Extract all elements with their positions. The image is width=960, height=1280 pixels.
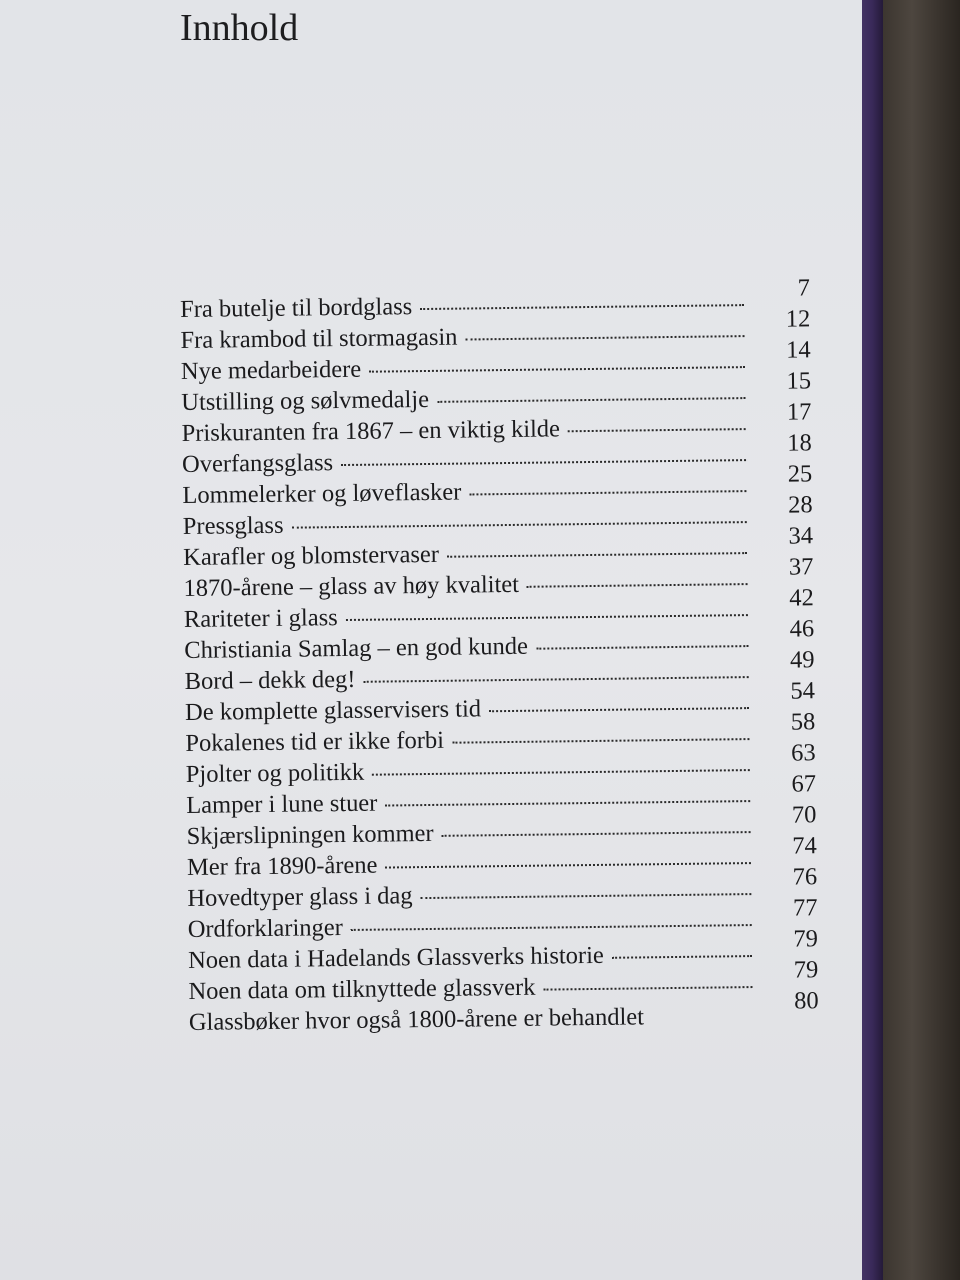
toc-entry-label: Bord – dekk deg! xyxy=(184,665,356,695)
toc-entry-page-number: 15 xyxy=(786,367,812,395)
toc-entry-label: De komplette glasservisers tid xyxy=(184,695,482,726)
toc-entry-page-number: 46 xyxy=(789,615,815,643)
toc-entry-label: 1870-årene – glass av høy kvalitet xyxy=(183,570,520,602)
toc-entry-page-number: 77 xyxy=(792,894,818,922)
toc-entry-label: Lommelerker og løveflasker xyxy=(182,478,462,509)
table-of-contents xyxy=(180,274,819,1040)
page-title: Innhold xyxy=(180,7,299,49)
toc-entry-label: Pokalenes tid er ikke forbi xyxy=(185,726,445,757)
toc-entry-label: Hovedtyper glass i dag xyxy=(187,882,413,912)
toc-entry-label: Ordforklaringer xyxy=(187,914,344,943)
toc-entry-label: Skjærslipningen kommer xyxy=(186,819,434,850)
toc-entry-page-number: 79 xyxy=(793,956,819,984)
toc-entry-page-number: 17 xyxy=(786,398,812,426)
toc-entry-page-number: 63 xyxy=(790,739,816,767)
toc-entry-page-number: 37 xyxy=(788,553,814,581)
dot-leader xyxy=(369,366,745,373)
toc-entry-label: Glassbøker hvor også 1800-årene er behandlet xyxy=(188,1003,645,1036)
toc-entry-page-number: 42 xyxy=(789,584,814,612)
dot-leader xyxy=(612,955,752,959)
toc-entry-label: Pjolter og politikk xyxy=(185,758,365,788)
toc-entry-page-number: 70 xyxy=(791,801,817,829)
background-surface xyxy=(880,0,960,1280)
dot-leader xyxy=(364,676,749,683)
dot-leader xyxy=(469,490,746,495)
toc-entry-page-number: 18 xyxy=(787,429,813,457)
dot-leader xyxy=(442,831,751,837)
toc-entry-page-number: 7 xyxy=(797,274,811,302)
toc-entry-label: Karafler og blomstervaser xyxy=(183,540,440,571)
dot-leader xyxy=(452,738,749,744)
toc-entry-page-number: 67 xyxy=(791,770,817,798)
toc-entry-page-number: 12 xyxy=(785,305,811,333)
toc-entry-page-number: 58 xyxy=(790,708,816,736)
toc-entry-page-number: 74 xyxy=(792,832,817,860)
toc-entry-page-number: 79 xyxy=(793,925,819,953)
toc-entry-label: Nye medarbeidere xyxy=(180,355,362,385)
toc-entry-label: Fra krambod til stormagasin xyxy=(180,323,458,354)
toc-entry-label: Rariteter i glass xyxy=(183,604,338,633)
dot-leader xyxy=(543,986,752,991)
toc-entry-page-number: 54 xyxy=(790,677,816,705)
dot-leader xyxy=(652,1019,753,1020)
toc-entry-label: Christiania Samlag – en god kunde xyxy=(184,632,529,664)
toc-entry-page-number: 76 xyxy=(792,863,818,891)
toc-entry-page-number: 34 xyxy=(788,522,814,550)
toc-entry-page-number: 49 xyxy=(789,646,815,674)
toc-entry-label: Noen data om tilknyttede glassverk xyxy=(188,973,536,1005)
dot-leader xyxy=(420,304,744,310)
toc-entry-label: Lamper i lune stuer xyxy=(186,789,378,819)
dot-leader xyxy=(447,552,747,558)
dot-leader xyxy=(421,893,752,899)
dot-leader xyxy=(346,614,748,621)
dot-leader xyxy=(292,521,747,529)
dot-leader xyxy=(351,924,752,931)
toc-entry-label: Mer fra 1890-årene xyxy=(186,851,378,881)
toc-entry-page-number: 14 xyxy=(786,336,811,364)
dot-leader xyxy=(385,862,751,868)
dot-leader xyxy=(527,583,748,588)
toc-entry-label: Utstilling og sølvmedalje xyxy=(181,385,430,416)
toc-entry-page-number: 80 xyxy=(793,987,819,1015)
dot-leader xyxy=(341,459,746,466)
dot-leader xyxy=(568,428,746,432)
toc-entry-label: Overfangsglass xyxy=(181,449,334,478)
dot-leader xyxy=(536,645,748,650)
dot-leader xyxy=(437,397,745,403)
toc-entry-page-number: 28 xyxy=(787,491,813,519)
dot-leader xyxy=(489,707,749,712)
toc-entry-label: Fra butelje til bordglass xyxy=(180,293,413,323)
toc-entry-label: Priskuranten fra 1867 – en viktig kilde xyxy=(181,415,561,447)
dot-leader xyxy=(372,769,750,776)
toc-entry-label: Pressglass xyxy=(182,511,284,540)
toc-entry-label: Noen data i Hadelands Glassverks historie xyxy=(187,941,604,974)
dot-leader xyxy=(385,800,750,806)
toc-entry-page-number: 25 xyxy=(787,460,813,488)
dot-leader xyxy=(465,335,744,340)
